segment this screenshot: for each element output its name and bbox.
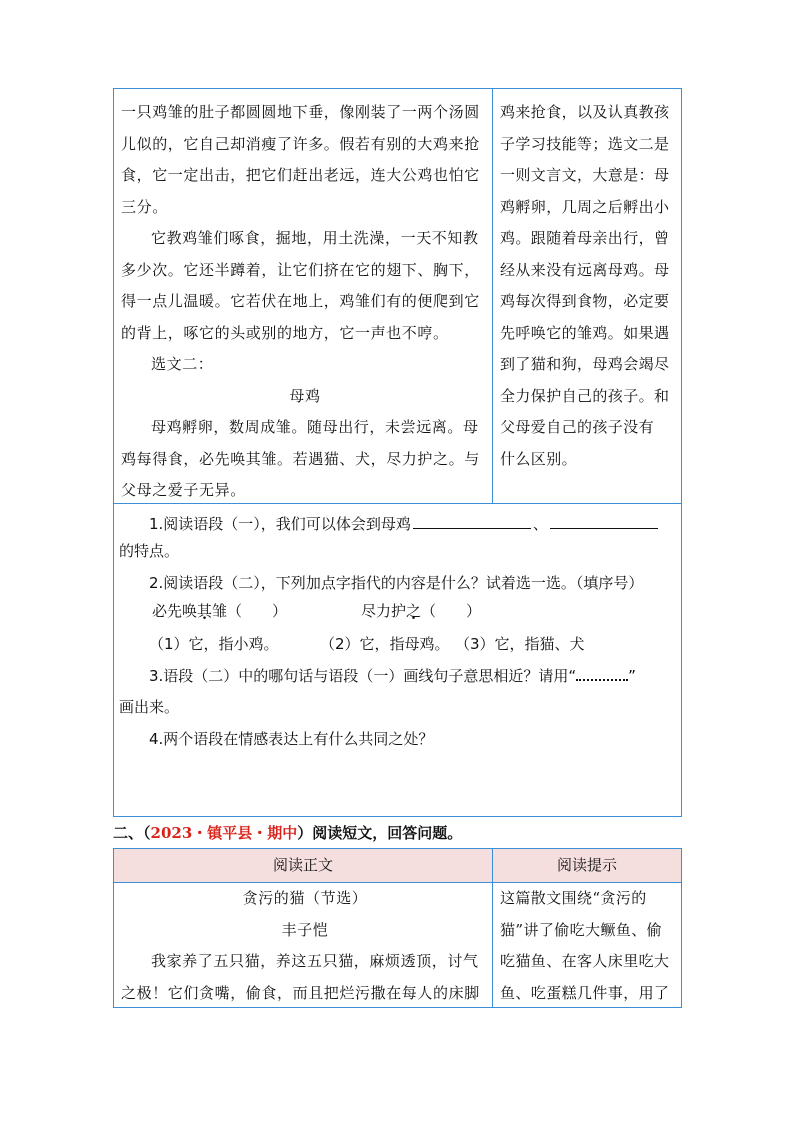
question-2-option-1: （1）它，指小鸡。	[149, 635, 279, 653]
hint-line: 鸡。跟随着母亲出行，曾	[500, 229, 670, 247]
hint-line: 一则文言文，大意是：母	[500, 166, 670, 184]
passage-line: 食，它一定出击，把它们赶出老远，连大公鸡也怕它	[121, 166, 480, 184]
hint-line: 父母爱自己的孩子没有	[500, 418, 655, 436]
passage-two-author: 丰子恺	[281, 920, 329, 939]
hint-two-text	[500, 883, 680, 1009]
hint-line: 经从来没有远离母鸡。母	[500, 260, 670, 279]
question-2-option-2: （2）它，指母鸡。	[320, 635, 450, 653]
hint-two-line: 吃猫鱼、在客人床里吃大	[500, 952, 670, 970]
hint-one-text	[500, 97, 680, 475]
excerpt-two-title: 母鸡	[289, 386, 321, 405]
excerpt-two-line: 父母之爱子无异。	[121, 481, 246, 499]
hint-line: 鸡孵卵，几周之后孵出小	[500, 197, 670, 216]
passage-line: 得一点儿温暖。它若伏在地上，鸡雏们有的便爬到它	[121, 292, 480, 310]
passage-line: 三分。	[121, 197, 168, 216]
hint-two-line: 猫”讲了偷吃大鳜鱼、偷	[500, 920, 663, 939]
wavy-underline-mark	[576, 667, 628, 681]
question-1-tail: 的特点。	[119, 542, 180, 560]
answer-blank-2[interactable]	[550, 514, 658, 529]
question-3-tail: 画出来。	[119, 698, 180, 716]
question-2-item-1: 必先唤其雏（ ）	[152, 602, 288, 620]
passage-two-line: 之极！它们贪嘴，偷食，而且把烂污撒在每人的床脚	[121, 983, 480, 1002]
question-3: 3.语段（二）中的哪句话与语段（一）画线句子意思相近？请用“ ”	[149, 667, 636, 685]
hint-line: 鸡来抢食，以及认真教孩	[500, 103, 670, 121]
hint-line: 全力保护自己的孩子。和	[500, 386, 670, 405]
table2-header-right: 阅读提示	[493, 849, 681, 882]
excerpt-two-line: 母鸡孵卵，数周成雏。随母出行，未尝远离。母	[151, 418, 479, 436]
question-4: 4.两个语段在情感表达上有什么共同之处？	[149, 730, 434, 748]
excerpt-two-label: 选文二：	[151, 355, 214, 373]
table2-column-divider	[492, 848, 493, 1008]
dotted-char-qi: 其	[197, 602, 213, 620]
answer-blank-1[interactable]	[413, 514, 531, 529]
passage-two-title: 贪污的猫（节选）	[242, 889, 368, 907]
passage-two-text	[121, 883, 489, 1009]
question-2-item-2: 尽力护之（ ）	[361, 602, 482, 620]
hint-line: 什么区别。	[500, 449, 578, 468]
hint-line: 到了猫和狗，母鸡会竭尽	[500, 355, 670, 373]
excerpt-two-line: 鸡每得食，必先唤其雏。若遇猫、犬，尽力护之。与	[121, 449, 480, 468]
table1-column-divider	[492, 88, 493, 503]
passage-line: 一只鸡雏的肚子都圆圆地下垂，像刚装了一两个汤圆	[121, 103, 480, 121]
table2-header-left: 阅读正文	[114, 849, 492, 882]
passage-line: 多少次。它还半蹲着，让它们挤在它的翅下、胸下，	[121, 260, 480, 279]
hint-two-line: 这篇散文围绕“贪污的	[500, 889, 647, 907]
passage-two-line: 我家养了五只猫，养这五只猫，麻烦透顶，讨气	[151, 952, 479, 970]
hint-line: 子学习技能等；选文二是	[500, 134, 670, 153]
passage-line: 的背上，啄它的头或别的地方，它一声也不哼。	[121, 323, 449, 342]
passage-line: 儿似的，它自己却消瘦了许多。假若有别的大鸡来抢	[121, 134, 480, 153]
hint-line: 先呼唤它的雏鸡。如果遇	[500, 323, 670, 342]
source-tag: 2023・镇平县・期中	[150, 824, 298, 842]
passage-line: 它教鸡雏们啄食，掘地，用土洗澡，一天不知教	[151, 229, 479, 247]
section-two-heading: 二、（2023・镇平县・期中）阅读短文，回答问题。	[113, 824, 463, 842]
question-2-option-3: （3）它，指猫、犬	[455, 635, 585, 653]
passage-one-text	[121, 97, 489, 507]
question-2: 2.阅读语段（二），下列加点字指代的内容是什么？试着选一选。（填序号）	[149, 574, 644, 592]
hint-two-line: 鱼、吃蛋糕几件事，用了	[500, 983, 670, 1002]
question-1: 1.阅读语段（一），我们可以体会到母鸡 、	[149, 513, 660, 535]
dotted-char-zhi: 之	[406, 602, 422, 620]
hint-line: 鸡每次得到食物，必定要	[500, 292, 670, 310]
